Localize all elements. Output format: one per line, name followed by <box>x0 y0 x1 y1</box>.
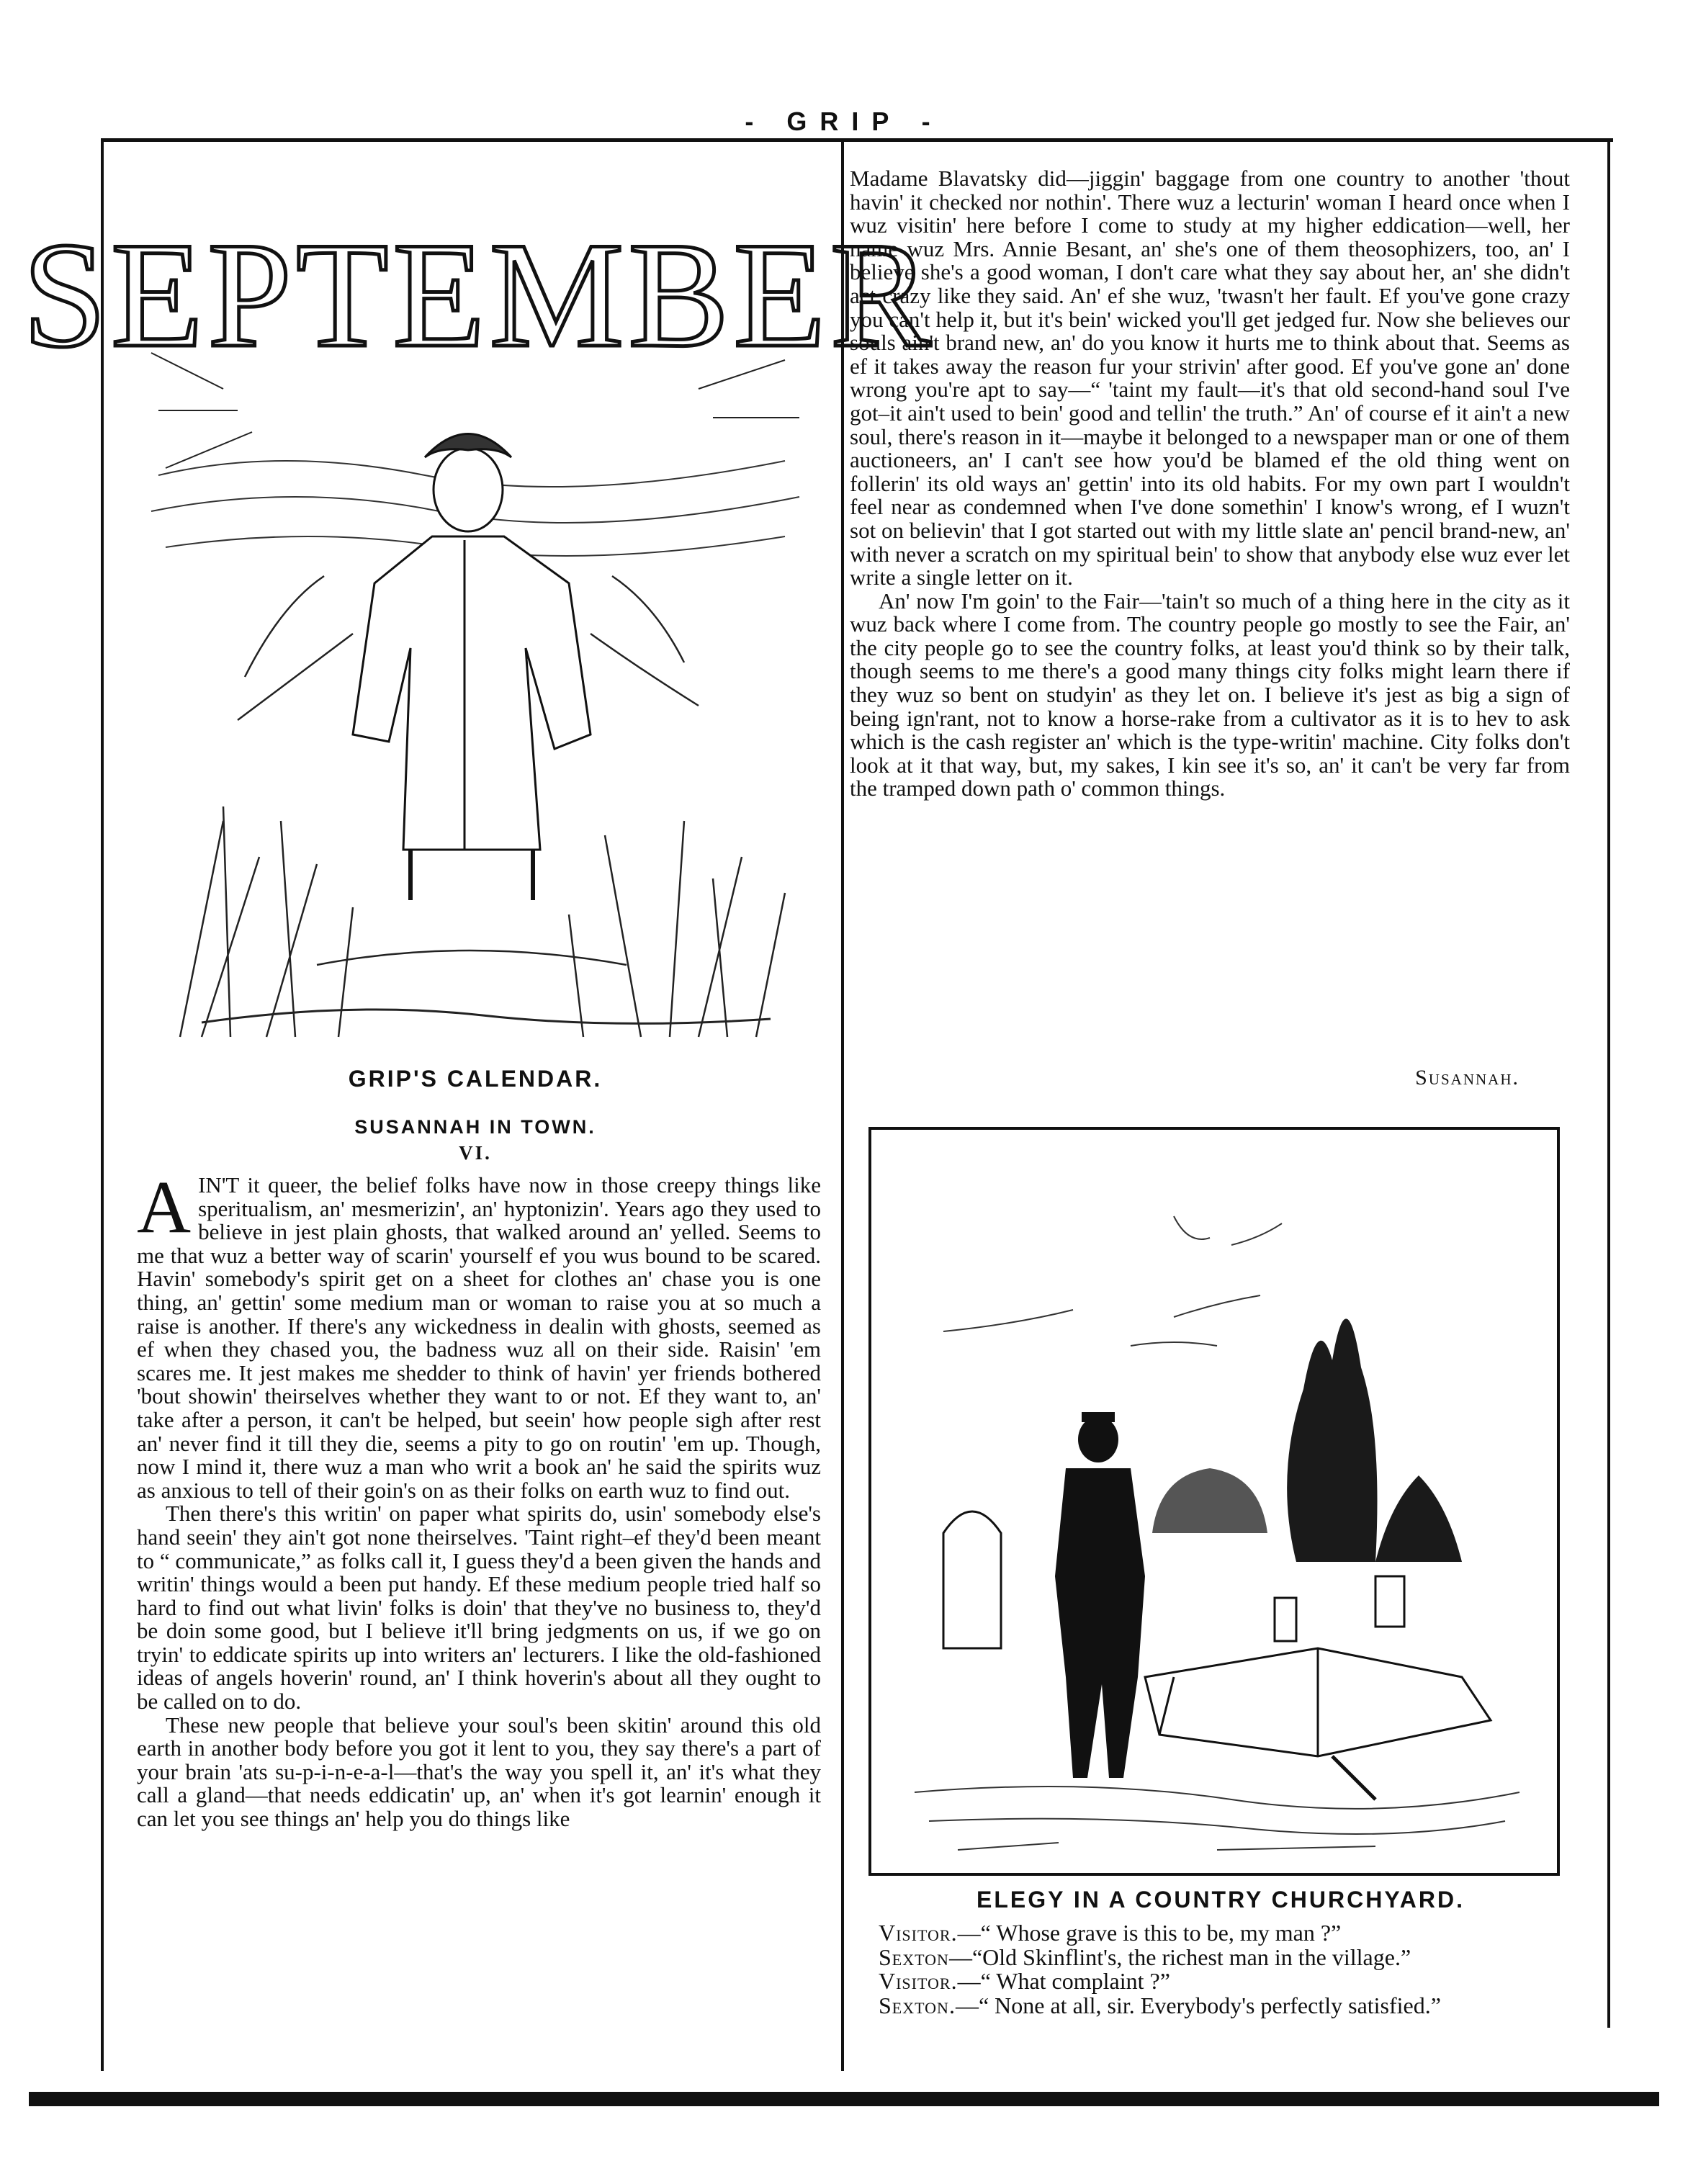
elegy-title: ELEGY IN A COUNTRY CHURCHYARD. <box>977 1887 1465 1913</box>
girl-figure <box>353 434 591 901</box>
elegy-line: Visitor.—“ Whose grave is this to be, my man ?” <box>879 1920 1342 1946</box>
frame-top-rule <box>101 138 1613 142</box>
story-paragraph-5: An' now I'm goin' to the Fair—'tain't so much of a thing here in the city as it wuz back where I come from. The country people go mostly to see the Fair, an' the city people go to see the country folks, at least you'd think so by their talk, though seems to me there's a good many things city folks might learn there if they wuz so bent on studyin' as they let on. I believe it's jest as big a sign of being ign'rant, not to know a horse-rake from a cultivator as it is to hev to ask which is the cash register an' which is the type-writin' machine. City folks don't look at it that way, but, my sakes, I kin see it's so, an' it can't be very far from the tramped down path o' common things. <box>850 588 1570 801</box>
story-paragraph-2: Then there's this writin' on paper what spirits do, usin' somebody else's hand seein' they ain't got none theirselves. 'Taint right–ef they'd been meant to “ communicate,” as folks call it, I guess they'd a been given the hands and writin' things would a been put handy. Ef these medium people tried half so hard to find out what livin' folks is doin' that they've no business to, they'd be doin some good, but I believe it'll bring jedgments on us, if we go on tryin' to eddicate spirits up into writers an' lecturers. I like the old-fashioned ideas of angels hoverin' round, an' I think hoverin's about all they ought to be called on to do. <box>137 1501 821 1715</box>
story-paragraph-1-text: IN'T it queer, the belief folks have now in those creepy things like speritualism, an' mesmerizin', an' hyptonizin'. Years ago they used to believe in jest plain ghosts, that walked around an' yelled. Seems to me that wuz a better way of scarin' yourself ef you wus bound to be scared. Havin' somebody's spirit get on a sheet for clothes an' chase you is one thing, an' gettin' some medium man or woman to raise you at so much a raise is another. If there's any wickedness in dealin with ghosts, seemed as ef when they chased you, the badness wuz all on their side. Raisin' 'em scares me. It jest makes me shedder to think of havin' yer friends bothered 'bout showin' theirselves whether they want to or not. Ef they want to, an' take after a person, it can't be helped, but seein' how people sigh after rest an' never find it till they die, seems a pity to go on routin' 'em up. Though, now I mind it, there wuz a man who writ a book an' he said the spirits wuz as anxious to tell of their goin's on as their folks on earth wuz to find out. <box>137 1172 821 1503</box>
elegy-line: Visitor.—“ What complaint ?” <box>879 1968 1170 1994</box>
masthead: - GRIP - <box>745 107 943 136</box>
story-title: SUSANNAH IN TOWN. <box>354 1116 596 1138</box>
churchyard-illustration <box>871 1130 1557 1873</box>
story-number: VI. <box>459 1142 492 1164</box>
story-paragraph-3: These new people that believe your soul's been skitin' around this old earth in another body before you got it lent to you, they say there's a part of your brain 'ats su-p-i-n-e-a-l—that's the way you spell it, an' it's what they call a gland—that needs eddicatin' up, an' when it's got learnin' enough it can let you see things an' help you do things like <box>137 1712 821 1832</box>
ground-hatching <box>915 1787 1519 1850</box>
man-figure <box>1055 1412 1145 1778</box>
open-grave <box>1145 1648 1491 1799</box>
elegy-line: Sexton.—“ None at all, sir. Everybody's perfectly satisfied.” <box>879 1992 1441 2018</box>
column-rule <box>841 141 844 2071</box>
frame-left-rule <box>101 141 104 2071</box>
september-title-art: SEPTEMBER <box>22 212 935 379</box>
elegy-dialogue <box>879 1921 1592 2018</box>
story-paragraph-4: Madame Blavatsky did—jiggin' baggage from one country to another 'thout havin' it checked nor nothin'. There wuz a lecturin' woman I heard once when I wuz visitin' here before I come to study at my higher eddication—well, her name wuz Mrs. Annie Besant, an' she's one of them theosophizers, too, an' I believe she's a good woman, I don't care what they say about her, an' she didn't act crazy like they said. An' ef she wuz, 'twasn't her fault. Ef you've gone crazy you can't help it, but it's bein' wicked you'll get jedged fur. Now she believes our souls ain't brand new, an' do you know it hurts me to think about that. Seems as ef it takes away the reason fur your strivin' after good. Ef you've gone an' done wrong you're apt to say—“ 'taint my fault—it's that old second-hand soul I've got–it ain't used to bein' good and tellin' the truth.” An' of course ef it ain't a new soul, there's reason in it—maybe it belonged to a newspaper man or one of them auctioneers, an' I can't see how you'd be blamed ef the old thing went on follerin' its old ways an' gettin' into its old habits. For my own part I wouldn't feel near as condemned when I've done somethin' I know's wrong, ef I wuzn't sot on believin' that I got started out with my little slate an' pencil brand-new, an' with never a scratch on my spiritual bein' to show that anybody else wuz ever let write a single letter on it. <box>850 166 1570 590</box>
frame-right-rule <box>1607 141 1610 2028</box>
story-paragraph-1 <box>137 1166 821 1503</box>
bottom-rule <box>29 2092 1659 2106</box>
elegy-line: Sexton—“Old Skinflint's, the richest man in the village.” <box>879 1943 1411 1970</box>
story-signature: Susannah. <box>1415 1066 1519 1089</box>
september-illustration <box>22 173 935 1051</box>
left-column-text <box>137 1166 821 1832</box>
trees <box>1152 1318 1462 1562</box>
calendar-title: GRIP'S CALENDAR. <box>348 1066 603 1092</box>
sky-hatching <box>943 1216 1282 1346</box>
right-column-text <box>850 167 1570 801</box>
drop-cap: A <box>137 1166 192 1249</box>
